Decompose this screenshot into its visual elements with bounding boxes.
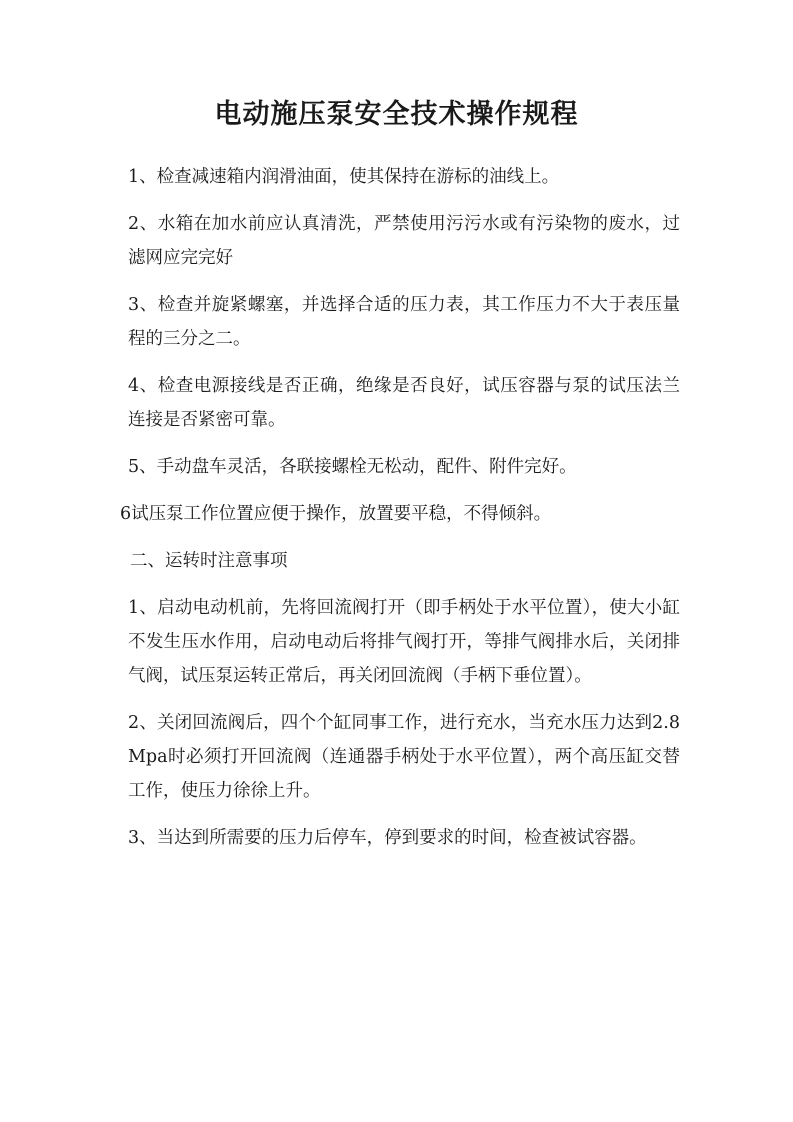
document-body bbox=[120, 160, 680, 868]
paragraph-4: 4、检查电源接线是否正确，绝缘是否良好，试压容器与泵的试压法兰连接是否紧密可靠。 bbox=[128, 376, 680, 430]
paragraph-3: 3、检查并旋紧螺塞，并选择合适的压力表，其工作压力不大于表压量程的三分之二。 bbox=[128, 295, 680, 349]
section-2-paragraph-3: 3、当达到所需要的压力后停车，停到要求的时间，检查被试容器。 bbox=[128, 828, 647, 848]
paragraph-2: 2、水箱在加水前应认真清洗，严禁使用污污水或有污染物的废水，过滤网应完完好 bbox=[128, 214, 680, 268]
section-2-paragraph-1: 1、启动电动机前，先将回流阀打开（即手柄处于水平位置），使大小缸不发生压水作用，启动电动后将排气阀打开，等排气阀排水后，关闭排气阀，试压泵运转正常后，再关闭回流阀（手柄下垂位置）。 bbox=[128, 598, 680, 686]
paragraph-6: 6试压泵工作位置应便于操作，放置要平稳，不得倾斜。 bbox=[120, 504, 552, 524]
paragraph-1: 1、检查减速箱内润滑油面，使其保持在游标的油线上。 bbox=[128, 167, 560, 187]
document-title: 电动施压泵安全技术操作规程 bbox=[214, 99, 579, 130]
paragraph-5: 5、手动盘车灵活，各联接螺栓无松动，配件、附件完好。 bbox=[128, 457, 577, 477]
section-2-heading: 二、运转时注意事项 bbox=[130, 551, 288, 571]
section-2-paragraph-2: 2、关闭回流阀后，四个个缸同事工作，进行充水，当充水压力达到2.8Mpa时必须打开回流阀（连通器手柄处于水平位置），两个高压缸交替工作，使压力徐徐上升。 bbox=[128, 713, 680, 801]
